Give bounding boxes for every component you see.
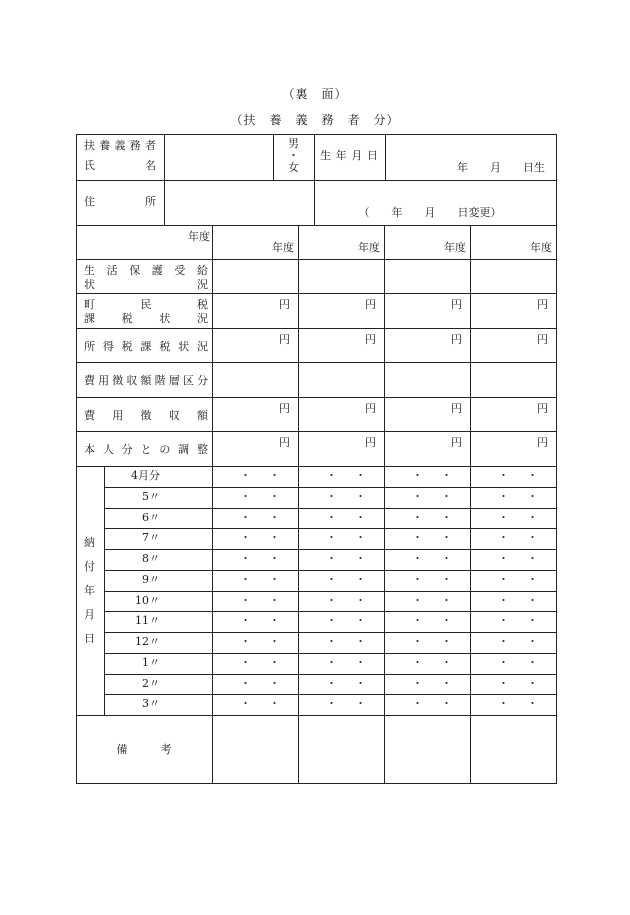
payment-side-char: 日 [84, 632, 95, 645]
address-change-date: （ 年 月 日変更） [358, 206, 502, 219]
date-dots: ・・ [412, 635, 470, 648]
date-dots: ・・ [498, 614, 556, 627]
date-dots: ・・ [498, 635, 556, 648]
date-dots: ・・ [498, 677, 556, 690]
month-label: 6〃 [142, 511, 160, 524]
date-dots: ・・ [240, 531, 298, 544]
date-dots: ・・ [498, 697, 556, 710]
remarks-cell-3[interactable] [384, 715, 471, 784]
date-dots: ・・ [412, 594, 470, 607]
date-dots: ・・ [240, 511, 298, 524]
cell-fee_class-3[interactable] [384, 362, 471, 398]
row-label-fee_amount: 費 用 徴 収 額 [84, 409, 208, 422]
yen-unit: 円 [451, 436, 462, 449]
month-label: 1〃 [142, 656, 160, 669]
cell-fee_class-4[interactable] [470, 362, 557, 398]
date-dots: ・・ [498, 469, 556, 482]
date-dots: ・・ [326, 490, 384, 503]
date-dots: ・・ [498, 490, 556, 503]
date-dots: ・・ [412, 469, 470, 482]
cell-fee_class-1[interactable] [212, 362, 299, 398]
yen-unit: 円 [279, 436, 290, 449]
name-input-cell[interactable] [164, 134, 274, 181]
yen-unit: 円 [365, 298, 376, 311]
date-dots: ・・ [240, 573, 298, 586]
date-dots: ・・ [326, 594, 384, 607]
row-label-welfare-line2: 状 況 [84, 278, 208, 291]
gender-separator: ・ [288, 149, 299, 162]
remarks-cell-2[interactable] [298, 715, 385, 784]
date-dots: ・・ [412, 656, 470, 669]
year-header-label-1: 年度 [272, 241, 294, 254]
row-label-welfare-line1: 生 活 保 護 受 給 [84, 264, 208, 277]
row-label-municipal-line2: 課 税 状 況 [84, 312, 208, 325]
address-input-cell[interactable] [164, 180, 315, 226]
date-dots: ・・ [498, 511, 556, 524]
month-label: 7〃 [142, 531, 160, 544]
month-label: 12〃 [135, 635, 160, 648]
date-dots: ・・ [240, 490, 298, 503]
cell-welfare-1[interactable] [212, 259, 299, 294]
address-label: 住 所 [84, 195, 156, 208]
gender-female-option: 女 [288, 161, 299, 174]
cell-welfare-3[interactable] [384, 259, 471, 294]
date-dots: ・・ [326, 511, 384, 524]
month-label: 10〃 [135, 594, 160, 607]
payment-side-char: 付 [84, 560, 95, 573]
address-change-cell[interactable] [314, 180, 557, 226]
yen-unit: 円 [537, 333, 548, 346]
yen-unit: 円 [365, 436, 376, 449]
date-dots: ・・ [240, 614, 298, 627]
row-label-income_tax: 所 得 税 課 税 状 況 [84, 340, 208, 353]
date-dots: ・・ [240, 469, 298, 482]
date-dots: ・・ [240, 594, 298, 607]
yen-unit: 円 [451, 298, 462, 311]
date-dots: ・・ [240, 697, 298, 710]
date-dots: ・・ [240, 552, 298, 565]
date-dots: ・・ [412, 697, 470, 710]
payment-side-char: 納 [84, 536, 95, 549]
yen-unit: 円 [365, 333, 376, 346]
date-dots: ・・ [498, 594, 556, 607]
row-label-fee_class: 費 用 徴 収 額 階 層 区 分 [84, 374, 208, 387]
date-dots: ・・ [412, 573, 470, 586]
date-dots: ・・ [498, 531, 556, 544]
date-dots: ・・ [412, 677, 470, 690]
year-header-label-3: 年度 [444, 241, 466, 254]
form-subtitle: （扶 養 義 務 者 分） [230, 113, 400, 127]
yen-unit: 円 [537, 402, 548, 415]
yen-unit: 円 [537, 298, 548, 311]
year-header-label-4: 年度 [530, 241, 552, 254]
cell-welfare-4[interactable] [470, 259, 557, 294]
name-label-line2: 氏 名 [84, 159, 156, 172]
year-header-label-2: 年度 [358, 241, 380, 254]
cell-welfare-2[interactable] [298, 259, 385, 294]
month-label: 8〃 [142, 552, 160, 565]
date-dots: ・・ [412, 552, 470, 565]
date-dots: ・・ [326, 697, 384, 710]
date-dots: ・・ [326, 469, 384, 482]
yen-unit: 円 [451, 402, 462, 415]
date-dots: ・・ [326, 635, 384, 648]
payment-side-char: 年 [84, 584, 95, 597]
payment-date-side-label [84, 537, 95, 657]
date-dots: ・・ [412, 531, 470, 544]
yen-unit: 円 [537, 436, 548, 449]
row-label-adjustment: 本 人 分 と の 調 整 [84, 443, 208, 456]
month-label: 3〃 [142, 697, 160, 710]
remarks-label: 備 考 [116, 743, 172, 756]
payment-side-char: 月 [84, 608, 95, 621]
date-dots: ・・ [498, 656, 556, 669]
date-dots: ・・ [326, 614, 384, 627]
date-dots: ・・ [240, 635, 298, 648]
year-corner-label: 年度 [188, 230, 210, 243]
row-label-municipal-line1: 町 民 税 [84, 298, 208, 311]
remarks-cell-4[interactable] [470, 715, 557, 784]
yen-unit: 円 [365, 402, 376, 415]
gender-male-option: 男 [288, 137, 299, 150]
name-label-line1: 扶 養 義 務 者 [84, 139, 156, 152]
yen-unit: 円 [451, 333, 462, 346]
month-label: 2〃 [142, 677, 160, 690]
date-dots: ・・ [498, 552, 556, 565]
date-dots: ・・ [240, 656, 298, 669]
date-dots: ・・ [326, 573, 384, 586]
month-label: 4月分 [131, 469, 160, 482]
yen-unit: 円 [279, 333, 290, 346]
date-dots: ・・ [326, 552, 384, 565]
remarks-cell-1[interactable] [212, 715, 299, 784]
date-dots: ・・ [326, 677, 384, 690]
date-dots: ・・ [498, 573, 556, 586]
yen-unit: 円 [279, 402, 290, 415]
month-label: 11〃 [135, 614, 160, 627]
date-dots: ・・ [412, 511, 470, 524]
date-dots: ・・ [326, 531, 384, 544]
birth-date-value: 年 月 日生 [457, 161, 545, 174]
page-side-label: （裏 面） [282, 87, 348, 101]
date-dots: ・・ [412, 490, 470, 503]
yen-unit: 円 [279, 298, 290, 311]
date-dots: ・・ [326, 656, 384, 669]
date-dots: ・・ [240, 677, 298, 690]
month-label: 9〃 [142, 573, 160, 586]
date-dots: ・・ [412, 614, 470, 627]
month-label: 5〃 [142, 490, 160, 503]
cell-fee_class-2[interactable] [298, 362, 385, 398]
birth-date-label: 生 年 月 日 [320, 149, 378, 162]
